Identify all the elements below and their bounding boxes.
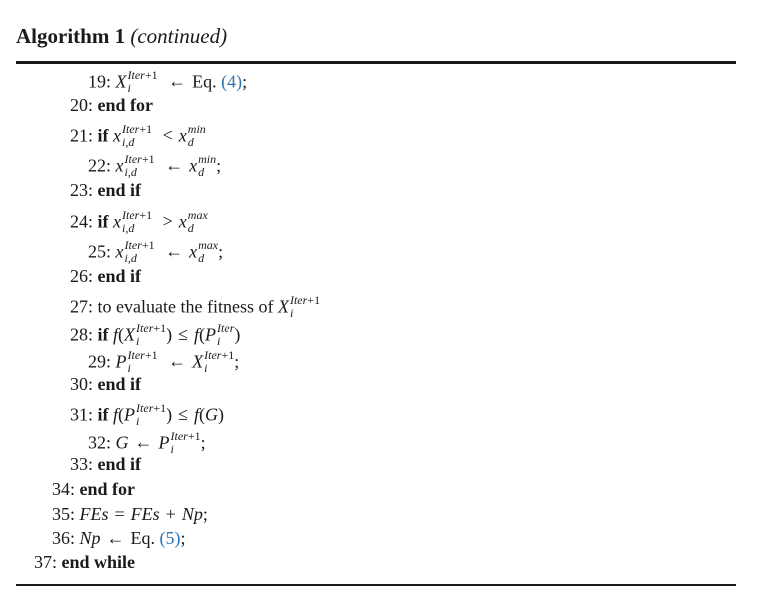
algorithm-line-28: 28: if f(X Iter+1 i ) ≤ f(P Iter i ) xyxy=(70,321,241,348)
line-number: 34: xyxy=(52,479,76,499)
variable: X xyxy=(115,71,127,92)
algorithm-line-19: 19: X Iter+1 i ← Eq. (4); xyxy=(88,68,248,95)
line-number: 37: xyxy=(34,552,58,572)
algorithm-line-29: 29: P Iter+1 i ← X Iter+1 i ; xyxy=(88,348,240,375)
line-number: 36: xyxy=(52,528,76,548)
algorithm-line-22: 22: x Iter+1 i,d ← x min d ; xyxy=(88,152,222,179)
line-number: 29: xyxy=(88,351,112,372)
line-number: 25: xyxy=(88,241,112,262)
statement-text: to evaluate the fitness of xyxy=(97,296,274,317)
algorithm-line-33 xyxy=(70,455,141,473)
keyword: end for xyxy=(97,95,154,115)
algorithm-line-24: 24: if x Iter+1 i,d > x max d xyxy=(70,208,208,235)
line-number: 19: xyxy=(88,71,112,92)
keyword: end if xyxy=(97,454,142,474)
line-number: 35: xyxy=(52,504,76,524)
line-number: 22: xyxy=(88,155,112,176)
equation-4-link[interactable]: (4) xyxy=(221,71,243,92)
algorithm-line-20 xyxy=(70,96,153,114)
algorithm-line-27: 27: to evaluate the fitness of X Iter+1 i xyxy=(70,293,321,320)
algorithm-line-36: 36: Np ← Eq. (5); xyxy=(52,528,186,548)
algorithm-line-26 xyxy=(70,267,141,285)
algorithm-line-23 xyxy=(70,181,141,199)
algorithm-line-37 xyxy=(34,553,135,571)
algorithm-line-25: 25: x Iter+1 i,d ← x max d ; xyxy=(88,238,224,265)
algorithm-line-30 xyxy=(70,375,141,393)
line-number: 21: xyxy=(70,125,94,146)
keyword: end if xyxy=(97,374,142,394)
keyword: if xyxy=(97,125,109,146)
continued-label: (continued) xyxy=(130,24,228,48)
line-number: 23: xyxy=(70,180,94,200)
bottom-rule xyxy=(16,584,736,586)
line-number: 27: xyxy=(70,296,94,317)
algorithm-title xyxy=(16,24,227,49)
assign-arrow: ← xyxy=(168,71,187,92)
top-rule xyxy=(16,61,736,64)
keyword: if xyxy=(97,324,109,345)
keyword: end for xyxy=(79,479,136,499)
algorithm-line-31: 31: if f(P Iter+1 i ) ≤ f(G) xyxy=(70,401,225,428)
algorithm-line-35: 35: FEs = FEs + Np; xyxy=(52,504,208,524)
line-number: 31: xyxy=(70,404,94,425)
algorithm-line-21: 21: if x Iter+1 i,d < x min d xyxy=(70,122,206,149)
line-number: 20: xyxy=(70,95,94,115)
line-number: 26: xyxy=(70,266,94,286)
keyword: if xyxy=(97,211,109,232)
line-number: 24: xyxy=(70,211,94,232)
keyword: end while xyxy=(61,552,136,572)
keyword: end if xyxy=(97,180,142,200)
line-number: 33: xyxy=(70,454,94,474)
keyword: end if xyxy=(97,266,142,286)
equation-5-link[interactable]: (5) xyxy=(159,528,181,548)
line-number: 30: xyxy=(70,374,94,394)
keyword: if xyxy=(97,404,109,425)
algorithm-name: Algorithm 1 xyxy=(16,24,126,48)
algorithm-line-32: 32: G ← P Iter+1 i ; xyxy=(88,429,206,456)
line-number: 32: xyxy=(88,432,112,453)
line-number: 28: xyxy=(70,324,94,345)
algorithm-line-34 xyxy=(52,480,135,498)
